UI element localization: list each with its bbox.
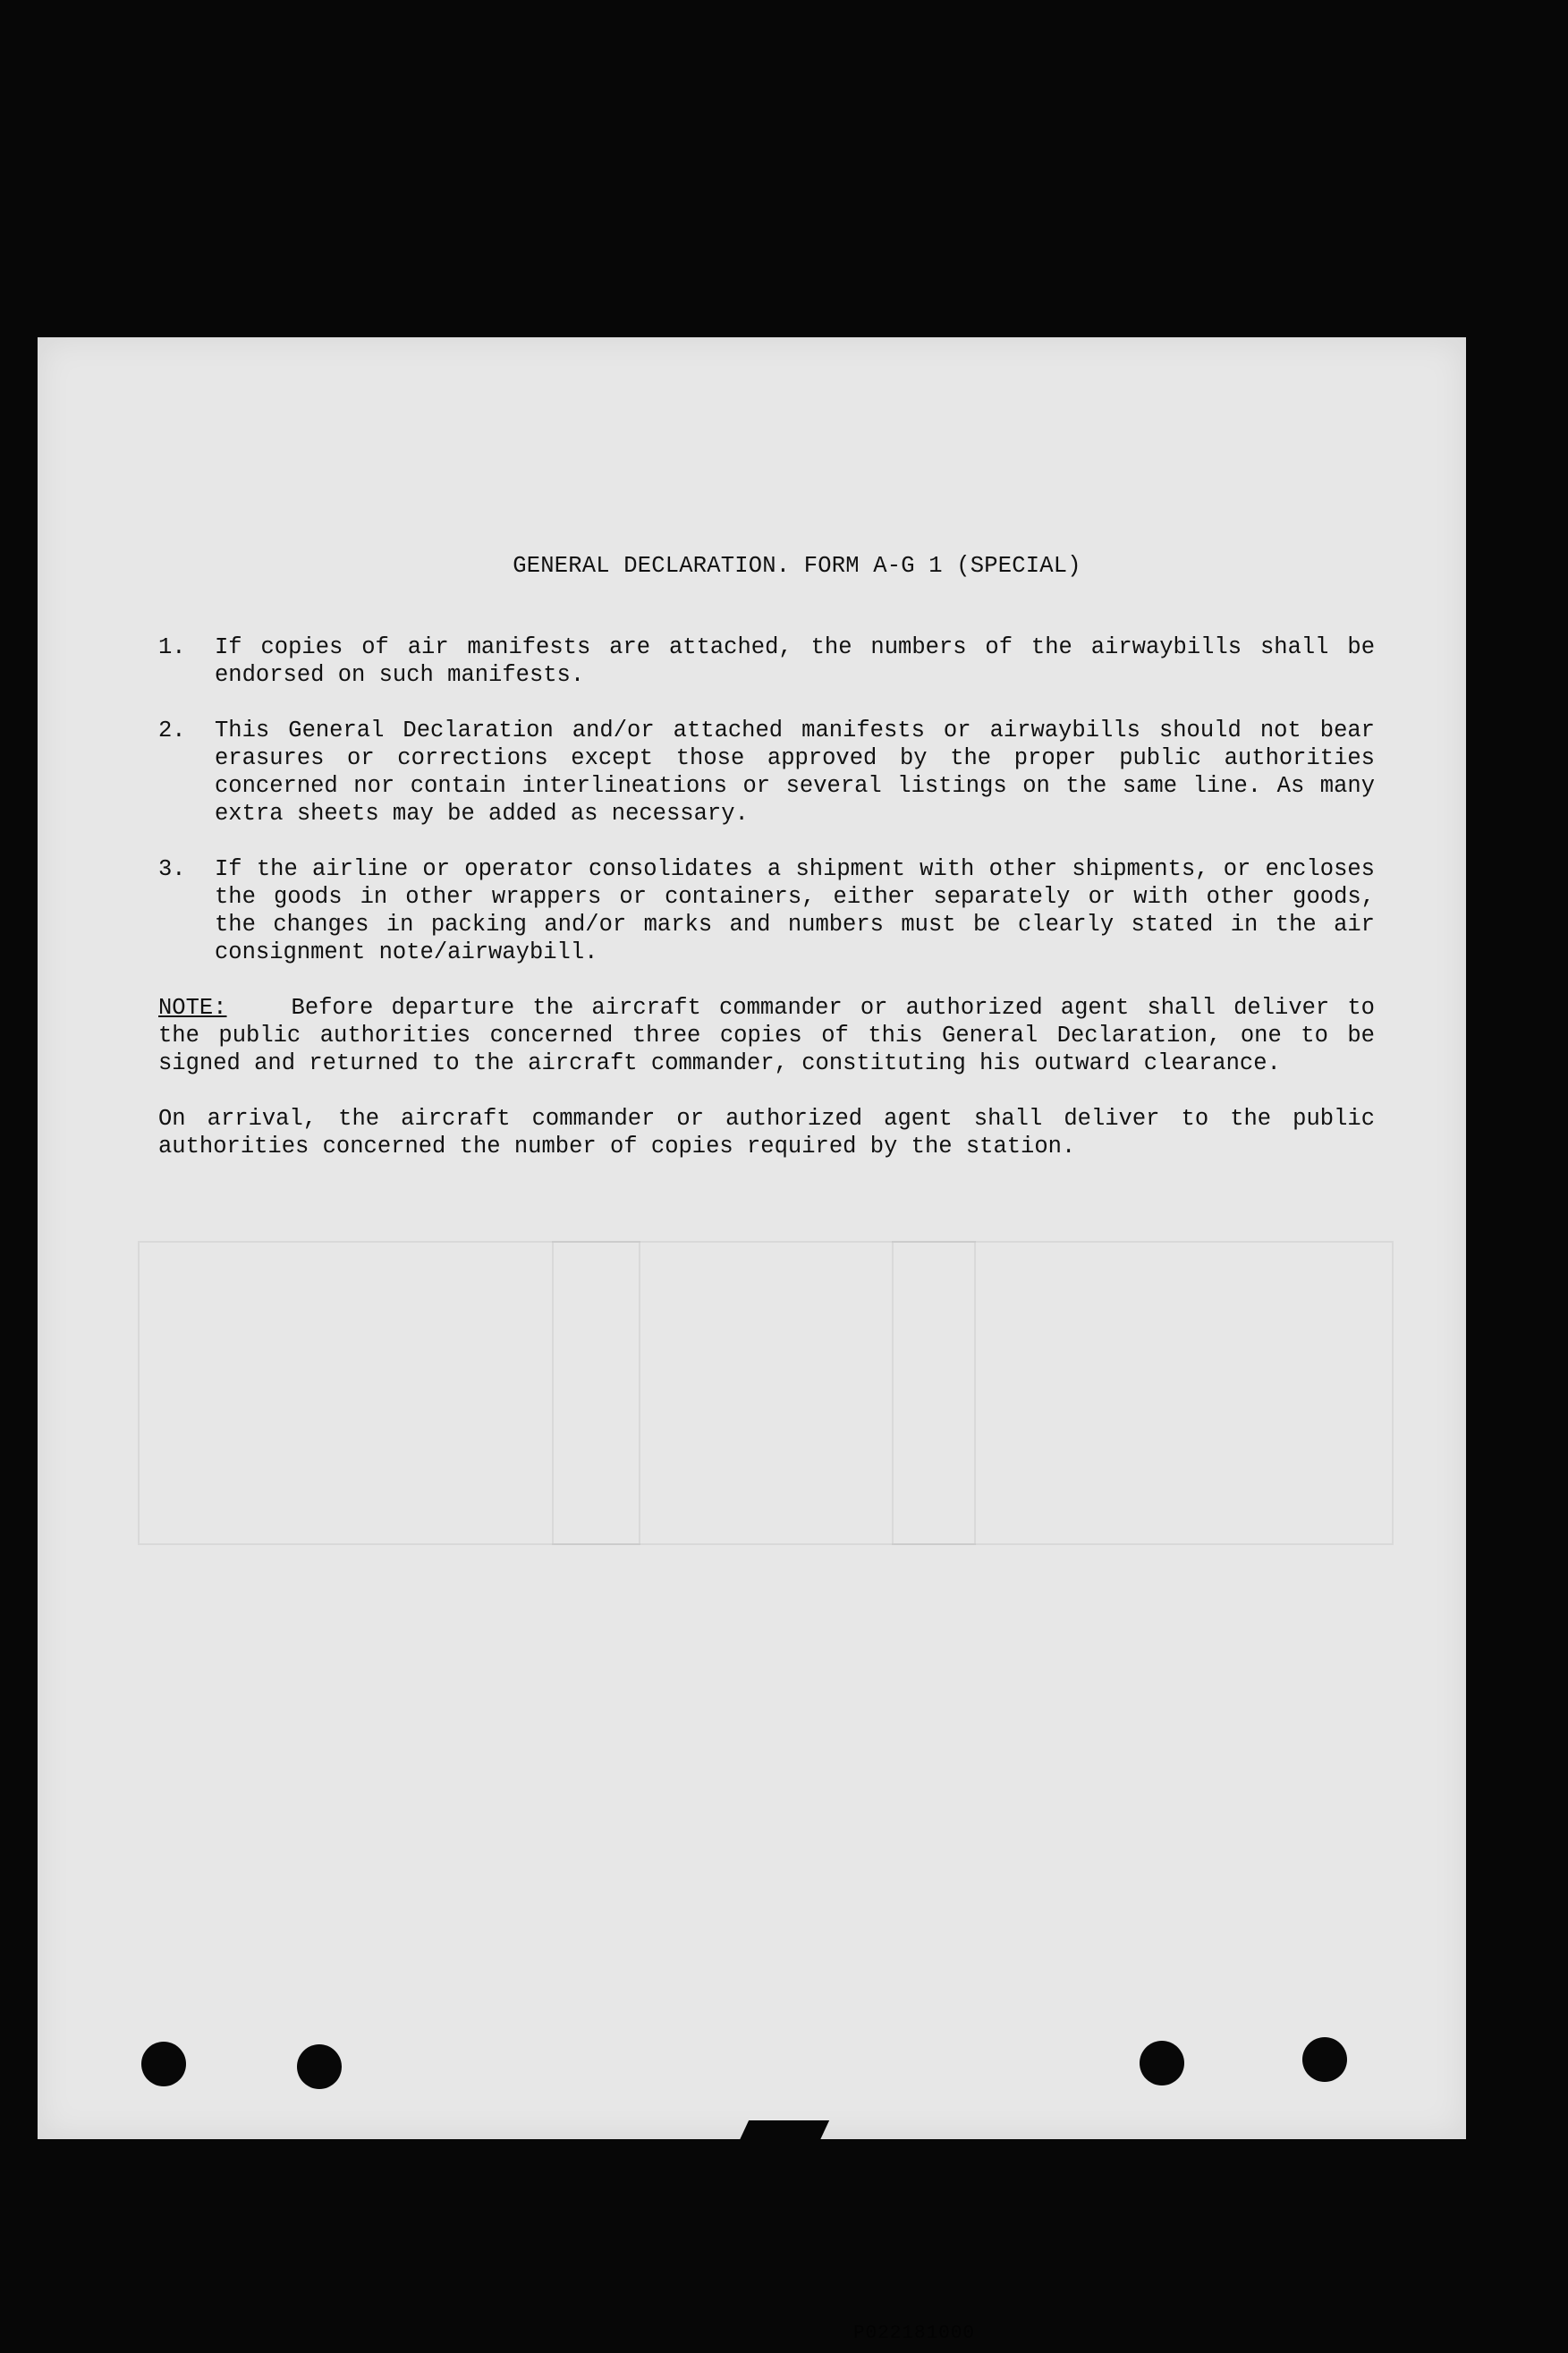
note-label: NOTE: <box>158 995 227 1021</box>
item-text: This General Declaration and/or attached manifests or airwaybills should not bear erasures or corrections except those approved by the proper public authorities concerned nor contain interlineations or several listings on the same line. As many extra sheets may be added as necessary. <box>215 718 1375 827</box>
item-text: If the airline or operator consolidates a shipment with other shipments, or encloses the goods in other wrappers or containers, either separately or with other goods, the changes in packing and/or marks and numbers must be clearly stated in the air consignment note/airwaybill. <box>215 856 1375 965</box>
paper-tear <box>740 2120 829 2140</box>
arrival-paragraph: On arrival, the aircraft commander or authorized agent shall deliver to the public authorities concerned the number of copies required by the station. <box>158 1106 1375 1160</box>
archive-stamp: P022181000 <box>853 2323 976 2344</box>
punch-hole <box>1302 2037 1347 2082</box>
item-number: 1. <box>158 634 186 660</box>
note-paragraph <box>158 994 1375 1077</box>
instruction-item <box>158 855 1375 966</box>
bleed-through-column <box>892 1241 976 1545</box>
punch-hole <box>297 2044 342 2089</box>
instruction-item <box>158 633 1375 689</box>
declaration-instructions <box>158 552 1375 1160</box>
punch-hole <box>1140 2041 1184 2085</box>
item-number: 2. <box>158 718 186 743</box>
page-title: GENERAL DECLARATION. FORM A-G 1 (SPECIAL) <box>513 553 1081 579</box>
punch-hole <box>141 2042 186 2086</box>
note-text: Before departure the aircraft commander or authorized agent shall deliver to the public authorities concerned three copies of this General Declaration, one to be signed and returned to the aircraft commander, constituting his outward clearance. <box>158 995 1375 1076</box>
item-text: If copies of air manifests are attached, the numbers of the airwaybills shall be endorsed on such manifests. <box>215 634 1375 688</box>
bleed-through-table <box>138 1241 1394 1545</box>
item-number: 3. <box>158 856 186 882</box>
instruction-item <box>158 717 1375 828</box>
bleed-through-column <box>552 1241 640 1545</box>
paper-sheet <box>38 337 1466 2344</box>
